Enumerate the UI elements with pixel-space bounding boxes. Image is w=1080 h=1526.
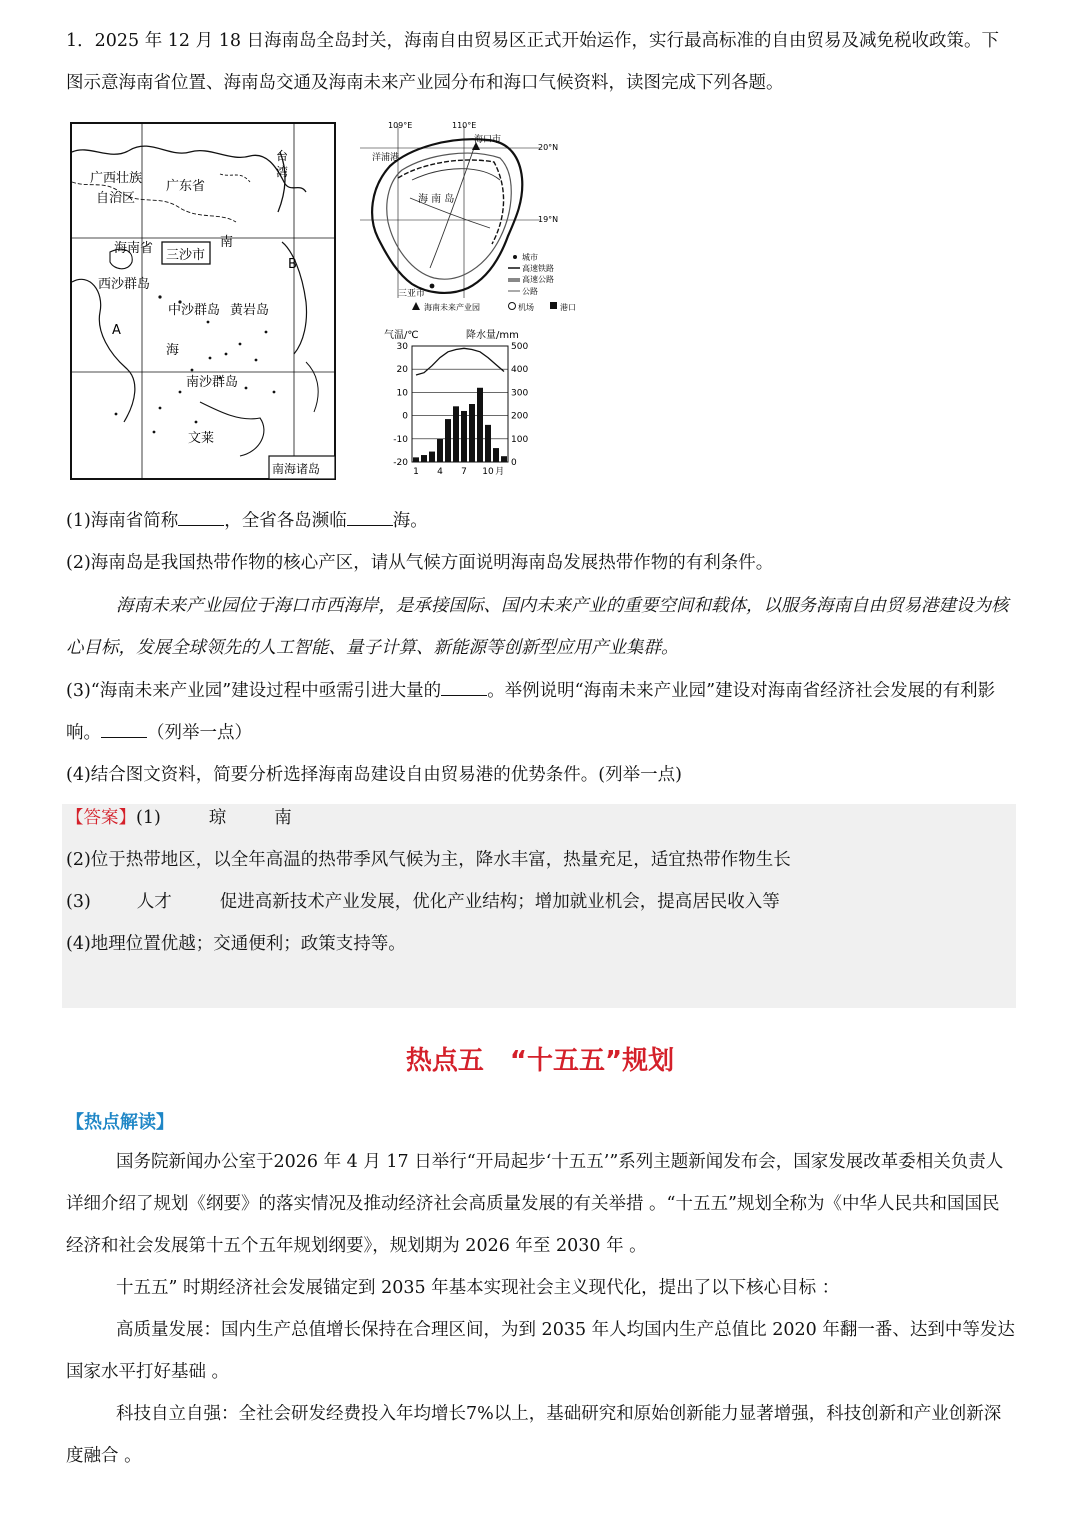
map1-label: 黄岩岛: [230, 303, 270, 318]
precip-bar: [453, 406, 459, 462]
month-unit-label: 月: [495, 467, 505, 477]
svg-text:高速公路: 高速公路: [522, 275, 554, 284]
svg-text:高速铁路: 高速铁路: [522, 264, 554, 273]
map1-label: 中沙群岛: [168, 303, 221, 318]
map1-label: 广西壮族: [90, 171, 143, 186]
temp-tick-label: 10: [396, 388, 408, 399]
hotspot-paragraph: 科技自立自强：全社会研发经费投入年均增长7%以上，基础研究和原始创新能力显著增强，科技创新和产业创新深度融合 。: [66, 1404, 1002, 1466]
answer-blank[interactable]: [101, 719, 147, 738]
precip-tick-label: 0: [511, 458, 517, 468]
map1-label: 湾: [276, 165, 289, 179]
precip-tick-label: 400: [511, 365, 529, 376]
city-haikou: 海口市: [474, 135, 502, 145]
precip-tick-label: 300: [511, 388, 529, 399]
island-label: 海 南 岛: [418, 194, 455, 205]
map1-label: 南: [220, 235, 234, 250]
svg-text:公路: 公路: [522, 287, 538, 296]
longitude-110: 110°E: [452, 121, 477, 130]
answer-tag: 【答案】: [66, 808, 136, 828]
answer-2: (2)位于热带地区，以全年高温的热带季风气候为主，降水丰富，热量充足，适宜热带作物生长: [66, 850, 791, 870]
precip-bar: [469, 404, 475, 462]
map1-label: 广东省: [166, 179, 206, 194]
precip-bar: [445, 419, 451, 462]
map1-label: 南沙群岛: [186, 375, 239, 390]
material-paragraph: 海南未来产业园位于海口市西海岸，是承接国际、国内未来产业的重要空间和载体，以服务海南自由贸易港建设为核心目标，发展全球领先的人工智能、量子计算、新能源等创新型应用产业集群。: [66, 596, 1009, 658]
answer-4: (4)地理位置优越；交通便利；政策支持等。: [66, 934, 406, 954]
svg-text:港口: 港口: [560, 303, 576, 312]
temp-tick-label: 30: [396, 342, 408, 352]
precip-bar: [493, 448, 499, 462]
precip-bar: [477, 388, 483, 462]
precip-tick-label: 200: [511, 411, 529, 422]
map1-label: 西沙群岛: [98, 277, 151, 292]
map1-label: 文莱: [188, 431, 215, 446]
temperature-line: [416, 348, 504, 375]
month-tick-label: 4: [437, 467, 443, 477]
chart-frame: [412, 346, 508, 462]
svg-text:机场: 机场: [518, 303, 534, 312]
answer-3: (3) 人才 促进高新技术产业发展，优化产业结构；增加就业机会，提高居民收入等: [66, 892, 780, 912]
chart-left-axis-label: 气温/℃: [384, 330, 419, 341]
map-hainan-location: [70, 122, 336, 480]
answer-1: 【答案】(1) 琼 南: [66, 808, 292, 828]
map2-legend: [412, 252, 576, 312]
precip-bar: [461, 411, 467, 462]
answer-blank[interactable]: [347, 507, 393, 526]
question-3: (3)“海南未来产业园”建设过程中亟需引进大量的 。举例说明“海南未来产业园”建设对海南省经济社会发展的有利影响。 （列举一点）: [66, 670, 1016, 754]
precip-bar: [413, 457, 419, 462]
hotspot-paragraph: 高质量发展：国内生产总值增长保持在合理区间，为到 2035 年人均国内生产总值比 2020 年翻一番、达到中等发达国家水平打好基础 。: [66, 1320, 1015, 1382]
map1-label: 三沙市: [166, 248, 206, 263]
precip-bar: [429, 452, 435, 462]
precip-bar: [485, 425, 491, 462]
map-hainan-transport: [350, 118, 586, 318]
hotspot-paragraph: 十五五” 时期经济社会发展锚定到 2035 年基本实现社会主义现代化，提出了以下核心目标 ：: [116, 1278, 840, 1298]
map1-label: 台: [276, 149, 289, 163]
chart-right-axis-label: 降水量/mm: [466, 330, 519, 341]
precip-bar: [501, 456, 507, 462]
precip-bar: [421, 455, 427, 462]
hotspot-tag: 【热点解读】: [66, 1112, 174, 1133]
month-tick-label: 1: [413, 467, 419, 477]
question-4: (4)结合图文资料，简要分析选择海南岛建设自由贸易港的优势条件。(列举一点): [66, 765, 682, 785]
temp-tick-label: -20: [393, 458, 408, 468]
climate-chart: [382, 322, 542, 482]
precip-tick-label: 100: [511, 434, 529, 445]
question-intro: 1．2025 年 12 月 18 日海南岛全岛封关，海南自由贸易区正式开始运作，实行最高标准的自由贸易及减免税收政策。下图示意海南省位置、海南岛交通及海南未来产业园分布和海口气候资料，读图完成下列各题。: [66, 31, 1000, 93]
map1-label: 南海诸岛: [272, 462, 321, 476]
longitude-109: 109°E: [388, 121, 413, 130]
precip-tick-label: 500: [511, 342, 529, 352]
temp-tick-label: 0: [402, 411, 408, 422]
latitude-20: 20°N: [538, 143, 559, 152]
map1-label: 海南省: [114, 241, 154, 256]
map1-label: B: [288, 257, 297, 272]
port-yangpu: 洋浦港: [372, 153, 400, 163]
answer-blank[interactable]: [441, 677, 487, 696]
map1-label: 海: [166, 343, 180, 358]
temp-tick-label: 20: [396, 365, 408, 376]
latitude-19: 19°N: [538, 215, 559, 224]
hotspot-paragraph: 国务院新闻办公室于2026 年 4 月 17 日举行“开局起步‘十五五’”系列主题新闻发布会，国家发展改革委相关负责人详细介绍了规划《纲要》的落实情况及推动经济社会高质量发展的有关举措 。“十五五”规划全称为《中华人民共和国国民经济和社会发展第十五个五年规划纲要》，规划期为 2026 年至 2030 年 。: [66, 1152, 1004, 1256]
month-tick-label: 7: [461, 467, 467, 477]
month-tick-label: 10: [482, 467, 494, 477]
svg-text:海南未来产业园: 海南未来产业园: [424, 303, 480, 312]
precip-bar: [437, 439, 443, 462]
section-heading: 热点五 “十五五”规划: [405, 1046, 675, 1076]
svg-text:城市: 城市: [522, 253, 538, 262]
question-2: (2)海南岛是我国热带作物的核心产区，请从气候方面说明海南岛发展热带作物的有利条件。: [66, 553, 774, 573]
answer-blank[interactable]: [178, 507, 224, 526]
city-sanya: 三亚市: [398, 289, 426, 299]
map1-label: 自治区: [96, 191, 136, 206]
question-1: (1)海南省简称 ，全省各岛濒临 海。: [66, 500, 1016, 542]
map1-label: A: [112, 323, 121, 338]
temp-tick-label: -10: [393, 434, 408, 445]
